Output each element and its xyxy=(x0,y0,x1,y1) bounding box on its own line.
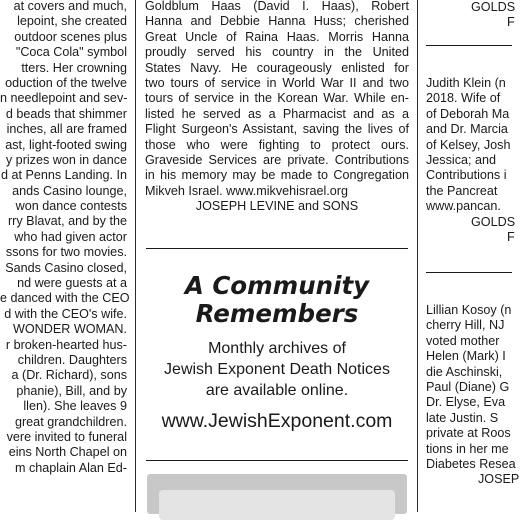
promo-body-line: are available online. xyxy=(205,382,349,399)
text-line: private at Roos xyxy=(426,426,511,441)
text-line: eins North Chapel on xyxy=(8,445,127,460)
text-line: Helen (Mark) I xyxy=(426,349,506,364)
text-line: tions in her me xyxy=(426,441,509,456)
text-line: at covers and much, xyxy=(13,0,127,13)
text-line: tours of service in the Korean War. While en- xyxy=(145,91,409,106)
text-line: n needlepoint and sev- xyxy=(0,91,128,106)
text-line: phanie), Bill, and by xyxy=(16,383,127,398)
text-line: "Coca Cola" symbol xyxy=(15,45,127,60)
text-line: great grandchildren. xyxy=(14,414,127,429)
section-divider xyxy=(426,45,512,46)
left-obituary-column xyxy=(0,0,130,476)
text-line: those who were fighting to protect ours. xyxy=(145,137,409,152)
section-divider xyxy=(146,248,408,249)
text-line: WONDER WOMAN. xyxy=(12,322,127,337)
text-line: www.pancan. xyxy=(426,199,501,214)
promo-url-link[interactable]: www.JewishExponent.com xyxy=(161,410,393,432)
promo-headline-line1: A Community xyxy=(184,271,370,300)
text-line: y prizes won in dance xyxy=(5,152,127,167)
promo-body xyxy=(145,338,409,401)
klein-obituary xyxy=(426,76,526,245)
text-line: d at Penns Landing. In xyxy=(0,168,127,183)
text-line: oduction of the twelve xyxy=(5,75,127,90)
text-line: Contributions i xyxy=(426,168,507,183)
text-line: Judith Klein (n xyxy=(426,76,506,90)
text-line: m chaplain Alan Ed- xyxy=(14,460,127,475)
text-line: outdoor scenes plus xyxy=(14,29,127,44)
funeral-home-name: JOSEPH LEVINE and SONS xyxy=(195,199,359,214)
text-line: 2018. Wife of xyxy=(426,91,501,106)
text-line: Mikveh Israel. www.mikvehisrael.org xyxy=(145,183,348,198)
text-line: of Kelsey, Josh xyxy=(426,137,511,152)
text-line: Dr. Elyse, Eva xyxy=(426,395,506,410)
text-line: ast, light-footed swing xyxy=(5,137,127,152)
text-line: rry Blavat, and by the xyxy=(7,214,127,229)
promo-headline-line2: Remembers xyxy=(195,299,359,328)
text-line: Diabetes Resea xyxy=(426,456,516,471)
text-line: Great Uncle of Raina Haas. Morris Hanna xyxy=(145,29,409,44)
column-divider xyxy=(135,0,136,512)
text-line: in his memory may be made to Congregation xyxy=(145,168,409,183)
text-line: e danced with the CEO xyxy=(0,291,130,306)
text-line: and Dr. Marcia xyxy=(426,122,508,137)
text-line: cherry Hill, NJ xyxy=(426,318,505,333)
community-remembers-promo xyxy=(145,272,409,433)
funeral-home-name: GOLDS xyxy=(471,214,516,229)
text-line: Lillian Kosoy (n xyxy=(426,303,512,317)
text-line: Jessica; and xyxy=(426,152,497,167)
text-line: llen). She leaves 9 xyxy=(23,399,127,414)
text-line: the Pancreat xyxy=(426,183,498,198)
text-line: Hanna and Debbie Hanna Huss; cherished xyxy=(145,14,409,29)
text-line: d beads that shimmer xyxy=(5,106,127,121)
promo-body-line: Jewish Exponent Death Notices xyxy=(164,361,390,378)
funeral-home-name: JOSEP xyxy=(478,472,520,487)
text-line: Flight Surgeon's Assistant, saving the lives of xyxy=(145,122,409,137)
text-line: children. Daughters xyxy=(17,352,127,367)
text-line: F xyxy=(507,229,515,244)
text-line: a (Dr. Richard), sons xyxy=(11,368,127,383)
text-line: r broken-hearted hus- xyxy=(5,337,127,352)
right-obituary-column xyxy=(426,0,526,31)
text-line: won dance contests xyxy=(15,199,127,214)
text-line: Paul (Diane) G xyxy=(426,379,510,394)
text-line: ands Casino lounge, xyxy=(12,183,127,198)
kosoy-obituary xyxy=(426,303,526,488)
text-line: nd were guests at a xyxy=(17,276,127,291)
advertisement-box xyxy=(147,474,407,514)
text-line: States Navy. He courageously enlisted for xyxy=(145,60,409,75)
text-line: two tours of service in World War II and two xyxy=(145,75,409,90)
text-line: who had given actor xyxy=(14,229,127,244)
text-line: F xyxy=(507,15,515,30)
text-line: d with the CEO's wife. xyxy=(4,306,127,321)
text-line: of Deborah Ma xyxy=(426,106,510,121)
text-line: ssons for two movies. xyxy=(5,245,127,260)
middle-obituary-column xyxy=(145,0,409,214)
text-line: listed he served as a Pharmacist and as a xyxy=(145,106,409,121)
text-line: late Justin. S xyxy=(426,410,499,425)
text-line: Goldblum Haas (David I. Haas), Robert xyxy=(145,0,409,13)
advertisement-inner-panel xyxy=(159,490,395,520)
text-line: lepoint, she created xyxy=(17,14,127,29)
text-line: tters. Her crowning xyxy=(21,60,127,75)
promo-body-line: Monthly archives of xyxy=(208,340,346,357)
section-divider xyxy=(426,272,512,273)
text-line: die Aschinski, xyxy=(426,364,503,379)
text-line: vere invited to funeral xyxy=(6,429,127,444)
text-line: Graveside Services are private. Contributions xyxy=(145,152,409,167)
text-line: inches, all are framed xyxy=(6,122,127,137)
section-divider xyxy=(146,460,408,461)
column-divider xyxy=(417,0,418,512)
funeral-home-name: GOLDS xyxy=(471,0,516,14)
text-line: proudly served his country in the United xyxy=(145,45,409,60)
text-line: Sands Casino closed, xyxy=(5,260,127,275)
text-line: voted mother xyxy=(426,333,500,348)
